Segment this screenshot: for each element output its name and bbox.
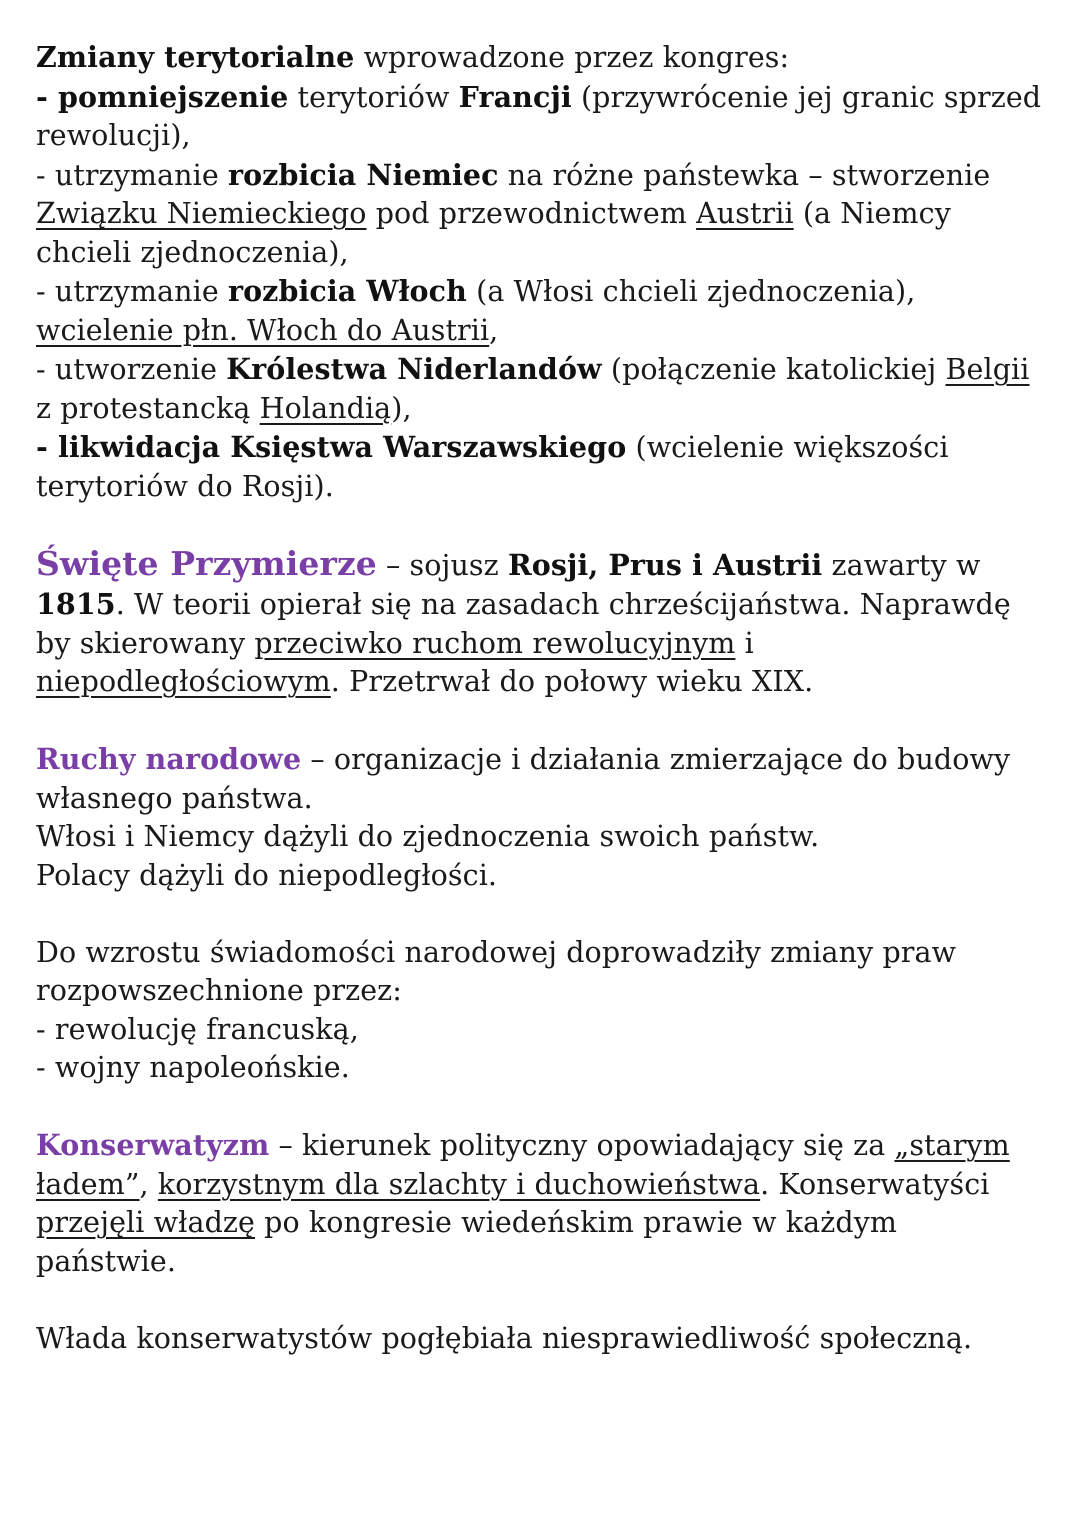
national-movements-line: Włosi i Niemcy dążyli do zjednoczenia swoich państw. [36,820,820,853]
awareness-item: - wojny napoleońskie. [36,1051,350,1084]
national-movements-paragraph: Ruchy narodowe – organizacje i działania zmierzające do budowy własnego państwa. [36,742,1011,815]
spacer [36,702,1046,741]
territorial-heading: Zmiany terytorialne [36,40,355,74]
spacer [36,1088,1046,1127]
national-movements-term: Ruchy narodowe [36,742,302,776]
holy-alliance-paragraph: Święte Przymierze – sojusz Rosji, Prus i Austrii zawarty w 1815. W teorii opierał się na zasadach chrześcijaństwa. Naprawdę by skierowany przeciwko ruchom rewolucyjnym i niepodległościowym. Przetrwał do połowy wieku XIX. [36,543,1011,698]
awareness-intro: Do wzrostu świadomości narodowej doprowadziły zmiany praw rozpowszechnione przez: [36,935,957,1007]
conservatism-term: Konserwatyzm [36,1128,270,1162]
territorial-item-germany: - utrzymanie rozbicia Niemiec na różne państewka – stworzenie Związku Niemieckiego pod przewodnictwem Austrii (a Niemcy chcieli zjednoczenia), [36,157,991,269]
territorial-item-italy: - utrzymanie rozbicia Włoch (a Włosi chcieli zjednoczenia), wcielenie płn. Włoch do Austrii, [36,274,916,347]
territorial-item-warsaw: - likwidacja Księstwa Warszawskiego (wcielenie większości terytoriów do Rosji). [36,430,949,503]
territorial-item-france: - pomniejszenie terytoriów Francji (przywrócenie jej granic sprzed rewolucji), [36,79,1042,152]
conservative-rule-paragraph: Włada konserwatystów pogłębiała niesprawiedliwość społeczną. [36,1321,973,1355]
territorial-intro: Zmiany terytorialne wprowadzone przez kongres: [36,40,790,74]
spacer [36,506,1046,545]
territorial-item-netherlands: - utworzenie Królestwa Niderlandów (połączenie katolickiej Belgii z protestancką Holandią), [36,352,1030,425]
national-movements-line: Polacy dążyli do niepodległości. [36,858,498,892]
document-page [36,38,1046,1358]
holy-alliance-term: Święte Przymierze [36,543,377,583]
awareness-item: - rewolucję francuską, [36,1012,359,1046]
conservatism-paragraph: Konserwatyzm – kierunek polityczny opowiadający się za „starym ładem”, korzystnym dla szlachty i duchowieństwa. Konserwatyści przejęli władzę po kongresie wiedeńskim prawie w każdym państwie. [36,1128,1010,1278]
spacer [36,895,1046,934]
spacer [36,1281,1046,1320]
